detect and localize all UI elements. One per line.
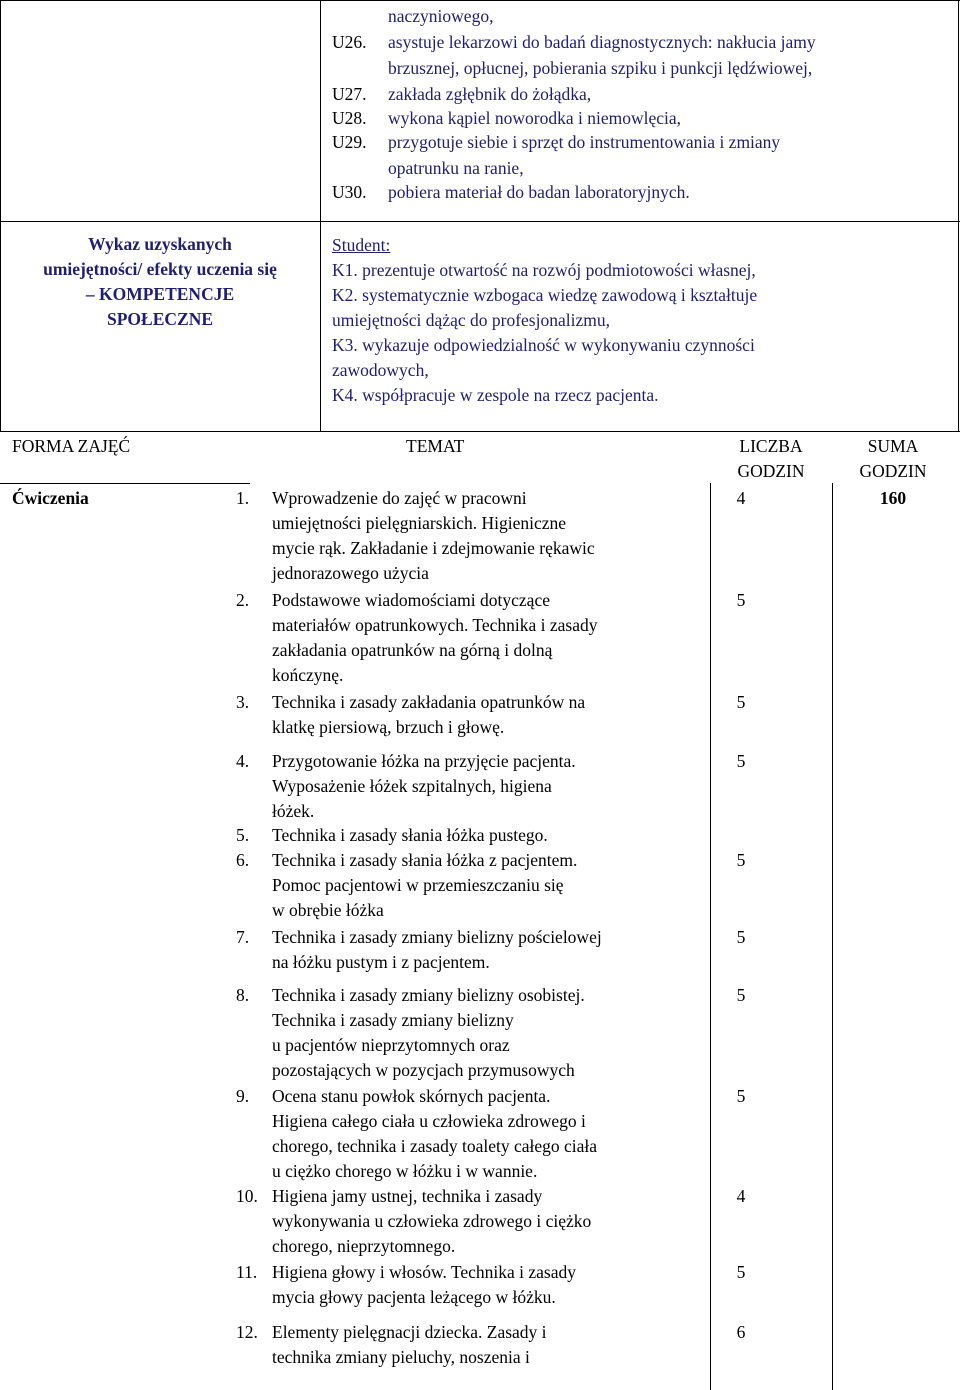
skill-text: przygotuje siebie i sprzęt do instrumentowania i zmiany xyxy=(388,132,781,152)
topic-text: umiejętności pielęgniarskich. Higieniczne xyxy=(272,513,566,533)
forma-value: Ćwiczenia xyxy=(12,488,89,508)
topic-text: u ciężko chorego w łóżku i w wannie. xyxy=(272,1161,538,1181)
topic-text: na łóżku pustym i z pacjentem. xyxy=(272,952,490,972)
skill-text: asystuje lekarzowi do badań diagnostycznych: nakłucia jamy xyxy=(388,32,816,52)
topic-text: chorego, technika i zasady toalety całego ciała xyxy=(272,1136,598,1156)
top-table-bottom-border xyxy=(0,431,960,432)
topic-text: Technika i zasady zmiany bielizny pościelowej xyxy=(272,927,602,947)
topic-text: Wyposażenie łóżek szpitalnych, higiena xyxy=(272,776,552,796)
topic-text: Elementy pielęgnacji dziecka. Zasady i xyxy=(272,1322,547,1342)
header-liczba-line: LICZBA xyxy=(739,436,803,456)
topic-text: Technika i zasady zmiany bielizny xyxy=(272,1010,514,1030)
skill-number: U27. xyxy=(332,84,367,104)
topic-number: 2. xyxy=(236,590,250,610)
topic-text: Podstawowe wiadomościami dotyczące xyxy=(272,590,550,610)
competence-line: K3. wykazuje odpowiedzialność w wykonywaniu czynności xyxy=(332,335,755,355)
label-line: – KOMPETENCJE xyxy=(85,284,235,304)
header-liczba-line: GODZIN xyxy=(737,461,805,481)
competence-line: zawodowych, xyxy=(332,360,429,380)
column-divider xyxy=(320,0,321,432)
topic-text: Higiena całego ciała u człowieka zdrowego i xyxy=(272,1111,586,1131)
label-line: umiejętności/ efekty uczenia się xyxy=(43,259,277,279)
topic-hours: 4 xyxy=(736,488,746,508)
topic-text: Pomoc pacjentowi w przemieszczaniu się xyxy=(272,875,564,895)
topic-text: chorego, nieprzytomnego. xyxy=(272,1236,456,1256)
topic-hours: 5 xyxy=(736,927,746,947)
topic-number: 5. xyxy=(236,825,250,845)
skill-text: naczyniowego, xyxy=(388,6,494,26)
topic-number: 3. xyxy=(236,692,250,712)
topic-text: wykonywania u człowieka zdrowego i ciężko xyxy=(272,1211,592,1231)
topic-hours: 5 xyxy=(736,692,746,712)
student-label: Student: xyxy=(332,235,391,255)
header-suma-line: GODZIN xyxy=(859,461,927,481)
topic-text: Technika i zasady zakładania opatrunków na xyxy=(272,692,586,712)
header-temat: TEMAT xyxy=(406,436,465,456)
skill-text: opatrunku na ranie, xyxy=(388,158,524,178)
competence-line: umiejętności dążąc do profesjonalizmu, xyxy=(332,310,610,330)
topic-hours: 5 xyxy=(736,850,746,870)
header-forma: FORMA ZAJĘĆ xyxy=(12,436,131,456)
topic-text: technika zmiany pieluchy, noszenia i xyxy=(272,1347,530,1367)
topic-text: klatkę piersiową, brzuch i głowę. xyxy=(272,717,505,737)
label-line: SPOŁECZNE xyxy=(107,309,213,329)
label-line: Wykaz uzyskanych xyxy=(88,234,232,254)
topic-text: w obrębie łóżka xyxy=(272,900,384,920)
header-suma-line: SUMA xyxy=(867,436,919,456)
skill-text: zakłada zgłębnik do żołądka, xyxy=(388,84,592,104)
topic-number: 7. xyxy=(236,927,250,947)
topic-text: Higiena głowy i włosów. Technika i zasady xyxy=(272,1262,576,1282)
skill-number: U30. xyxy=(332,182,367,202)
skill-number: U29. xyxy=(332,132,367,152)
topic-text: Higiena jamy ustnej, technika i zasady xyxy=(272,1186,543,1206)
topic-text: Ocena stanu powłok skórnych pacjenta. xyxy=(272,1086,551,1106)
row-divider xyxy=(0,221,960,222)
competence-line: K2. systematycznie wzbogaca wiedzę zawodową i kształtuje xyxy=(332,285,758,305)
left-border xyxy=(0,0,1,432)
topic-text: Technika i zasady słania łóżka z pacjentem. xyxy=(272,850,578,870)
header-suma xyxy=(834,434,952,484)
suma-column-line xyxy=(832,483,833,1390)
topic-text: materiałów opatrunkowych. Technika i zasady xyxy=(272,615,598,635)
topic-text: zakładania opatrunków na górną i dolną xyxy=(272,640,553,660)
topic-hours: 6 xyxy=(736,1322,746,1342)
competence-line: K1. prezentuje otwartość na rozwój podmiotowości własnej, xyxy=(332,260,756,280)
topic-text: u pacjentów nieprzytomnych oraz xyxy=(272,1035,510,1055)
topic-text: mycia głowy pacjenta leżącego w łóżku. xyxy=(272,1287,556,1307)
topic-text: pozostających w pozycjach przymusowych xyxy=(272,1060,575,1080)
topic-text: Przygotowanie łóżka na przyjęcie pacjenta. xyxy=(272,751,576,771)
topic-text: jednorazowego użycia xyxy=(272,563,429,583)
skill-text: brzusznej, opłucnej, pobierania szpiku i punkcji lędźwiowej, xyxy=(388,58,813,78)
right-border xyxy=(958,0,959,432)
skill-number: U26. xyxy=(332,32,367,52)
topic-hours: 5 xyxy=(736,1086,746,1106)
header-liczba xyxy=(712,434,830,484)
topic-number: 1. xyxy=(236,488,250,508)
topic-number: 11. xyxy=(236,1262,258,1282)
topic-number: 9. xyxy=(236,1086,250,1106)
skill-number: U28. xyxy=(332,108,367,128)
topic-hours: 5 xyxy=(736,1262,746,1282)
topic-text: łóżek. xyxy=(272,801,315,821)
header-bottom-line-left xyxy=(0,483,250,484)
skill-text: wykona kąpiel noworodka i niemowlęcia, xyxy=(388,108,682,128)
competences-label xyxy=(4,232,316,332)
topic-hours: 4 xyxy=(736,1186,746,1206)
top-border xyxy=(0,0,960,1)
topic-hours: 5 xyxy=(736,751,746,771)
topic-number: 6. xyxy=(236,850,250,870)
liczba-column-line xyxy=(710,483,711,1390)
suma-value: 160 xyxy=(879,488,907,508)
topic-number: 4. xyxy=(236,751,250,771)
competence-line: K4. współpracuje w zespole na rzecz pacjenta. xyxy=(332,385,659,405)
skill-text: pobiera materiał do badan laboratoryjnych. xyxy=(388,182,690,202)
topic-hours: 5 xyxy=(736,985,746,1005)
topic-text: Wprowadzenie do zajęć w pracowni xyxy=(272,488,527,508)
topic-number: 12. xyxy=(236,1322,258,1342)
topic-text: Technika i zasady zmiany bielizny osobistej. xyxy=(272,985,585,1005)
topic-number: 8. xyxy=(236,985,250,1005)
topic-text: kończynę. xyxy=(272,665,344,685)
topic-text: mycie rąk. Zakładanie i zdejmowanie rękawic xyxy=(272,538,595,558)
topic-text: Technika i zasady słania łóżka pustego. xyxy=(272,825,548,845)
topic-hours: 5 xyxy=(736,590,746,610)
topic-number: 10. xyxy=(236,1186,258,1206)
